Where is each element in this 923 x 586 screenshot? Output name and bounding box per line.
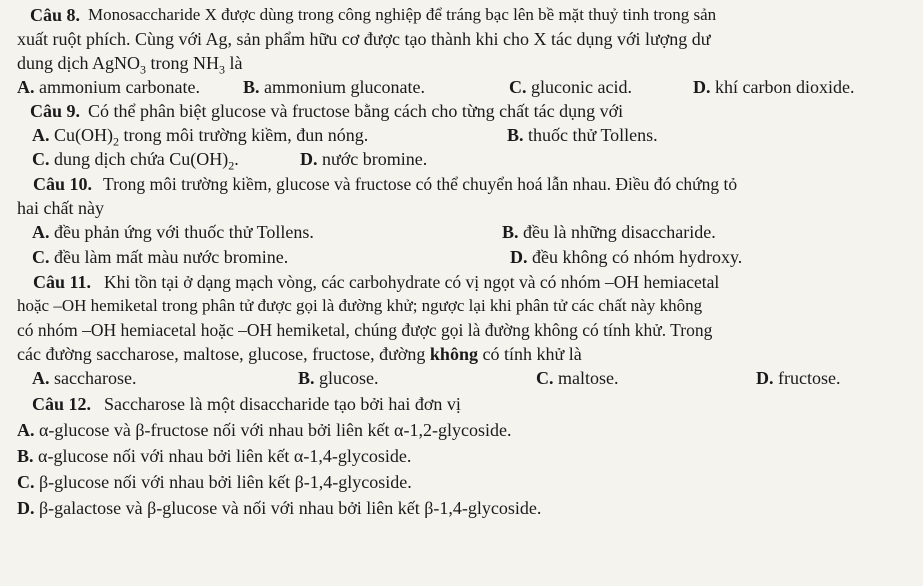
- q12-option-a-text: α-glucose và β-fructose nối với nhau bởi liên kết α-1,2-glycoside.: [39, 420, 512, 440]
- q11-option-a-text: saccharose.: [54, 368, 137, 388]
- q9-option-a-text-2: trong môi trường kiềm, đun nóng.: [119, 125, 369, 145]
- q11-option-d-text: fructose.: [778, 368, 841, 388]
- q8-stem-3: [17, 52, 243, 77]
- q8-stem-3b: trong NH: [146, 53, 219, 73]
- q8-option-a-text: ammonium carbonate.: [39, 77, 200, 97]
- q11-option-c-text: maltose.: [558, 368, 619, 388]
- q11-stem-4a: các đường saccharose, maltose, glucose, fructose, đường: [17, 344, 430, 364]
- q9-option-a-sub: 2: [113, 134, 119, 149]
- q12-option-c-key: C.: [17, 472, 35, 492]
- q11-option-d: [756, 367, 840, 389]
- q12-option-b-key: B.: [17, 446, 34, 466]
- q9-option-a-text-1: Cu(OH): [54, 125, 113, 145]
- q10-option-a-text: đều phản ứng với thuốc thử Tollens.: [54, 222, 314, 242]
- q9-option-c-key: C.: [32, 149, 50, 169]
- q10-option-b-text: đều là những disaccharide.: [523, 222, 716, 242]
- q8-option-c: [509, 76, 632, 98]
- q11-option-d-key: D.: [756, 368, 774, 388]
- q10-option-c-text: đều làm mất màu nước bromine.: [54, 247, 289, 267]
- q9-label: Câu 9.: [30, 101, 81, 121]
- q12-option-b-text: α-glucose nối với nhau bởi liên kết α-1,4-glycoside.: [38, 446, 412, 466]
- q8-option-a: [17, 76, 200, 98]
- q10-stem-2: hai chất này: [17, 198, 104, 218]
- q12-option-d: [17, 497, 541, 519]
- q8-option-b: [243, 76, 425, 98]
- q11-stem-4-bold: không: [429, 344, 478, 364]
- q12-option-a: [17, 419, 511, 441]
- q9-option-b-text: thuốc thử Tollens.: [528, 125, 658, 145]
- q8-stem-2: xuất ruột phích. Cùng với Ag, sản phẩm hữu cơ được tạo thành khi cho X tác dụng với lượng dư: [17, 29, 711, 49]
- q11-option-b-key: B.: [298, 368, 315, 388]
- q10-option-d-text: đều không có nhóm hydroxy.: [532, 247, 743, 267]
- q12-option-a-key: A.: [17, 420, 35, 440]
- q11-stem-4: [17, 343, 582, 365]
- q11-option-b-text: glucose.: [319, 368, 379, 388]
- q10-option-c: [32, 246, 288, 268]
- q12-option-d-text: β-galactose và β-glucose và nối với nhau bởi liên kết β-1,4-glycoside.: [39, 498, 542, 518]
- q12-option-d-key: D.: [17, 498, 35, 518]
- q9-option-c: [32, 148, 239, 173]
- q11-option-a: [32, 367, 136, 389]
- q8-option-a-key: A.: [17, 77, 35, 97]
- q10-option-d-key: D.: [510, 247, 528, 267]
- q8-stem-3a: dung dịch AgNO: [17, 53, 140, 73]
- q8-option-c-key: C.: [509, 77, 527, 97]
- q9-option-c-sub: 2: [228, 158, 235, 173]
- q10-stem-1: Trong môi trường kiềm, glucose và fructose có thể chuyển hoá lẫn nhau. Điều đó chứng tỏ: [103, 174, 738, 194]
- q12-stem: Saccharose là một disaccharide tạo bởi hai đơn vị: [104, 394, 461, 414]
- q9-option-c-text-1: dung dịch chứa Cu(OH): [54, 149, 229, 169]
- q8-option-d-text: khí carbon dioxide.: [715, 77, 855, 97]
- q10-option-c-key: C.: [32, 247, 50, 267]
- q11-option-b: [298, 367, 379, 389]
- q8-option-d-key: D.: [693, 77, 711, 97]
- q8-option-c-text: gluconic acid.: [531, 77, 632, 97]
- q9-option-d-text: nước bromine.: [322, 149, 428, 169]
- q11-stem-3: có nhóm –OH hemiacetal hoặc –OH hemiketal, chúng được gọi là đường không có tính khử. Trong: [17, 320, 713, 340]
- q12-label: Câu 12.: [32, 394, 92, 414]
- q8-stem-1: Monosaccharide X được dùng trong công nghiệp để tráng bạc lên bề mặt thuỷ tinh trong sản: [88, 5, 717, 24]
- q9-option-a-key: A.: [32, 125, 50, 145]
- q11-option-a-key: A.: [32, 368, 50, 388]
- q9-option-b-key: B.: [507, 125, 524, 145]
- q8-option-b-key: B.: [243, 77, 260, 97]
- q9-option-d-key: D.: [300, 149, 318, 169]
- q12-option-b: [17, 445, 411, 467]
- q9-option-b: [507, 124, 658, 146]
- q11-label: Câu 11.: [33, 272, 92, 292]
- q10-option-a: [32, 221, 314, 243]
- q11-option-c-key: C.: [536, 368, 554, 388]
- q9-stem: Có thể phân biệt glucose và fructose bằng cách cho từng chất tác dụng với: [88, 101, 624, 121]
- q10-label: Câu 10.: [33, 174, 93, 194]
- q10-option-b: [502, 221, 716, 243]
- q11-stem-2: hoặc –OH hemiketal trong phân tử được gọi là đường khử; ngược lại khi phân tử các chất này không: [17, 296, 703, 315]
- q11-stem-4b: có tính khử là: [477, 344, 582, 364]
- q11-stem-1: Khi tồn tại ở dạng mạch vòng, các carbohydrate có vị ngọt và có nhóm –OH hemiacetal: [104, 272, 720, 292]
- q12-option-c: [17, 471, 412, 493]
- q9-option-d: [300, 148, 427, 170]
- q8-label: Câu 8.: [30, 5, 81, 25]
- q10-option-d: [510, 246, 742, 268]
- q12-option-c-text: β-glucose nối với nhau bởi liên kết β-1,4-glycoside.: [39, 472, 412, 492]
- q10-option-b-key: B.: [502, 222, 519, 242]
- q11-option-c: [536, 367, 619, 389]
- q8-option-b-text: ammonium gluconate.: [264, 77, 425, 97]
- q8-sub-1: 3: [140, 62, 146, 77]
- q9-option-a: [32, 124, 369, 149]
- q8-option-d: [693, 76, 854, 98]
- q8-sub-2: 3: [219, 62, 225, 77]
- q10-option-a-key: A.: [32, 222, 50, 242]
- q9-option-c-text-2: .: [234, 149, 239, 169]
- q8-stem-3c: là: [225, 53, 243, 73]
